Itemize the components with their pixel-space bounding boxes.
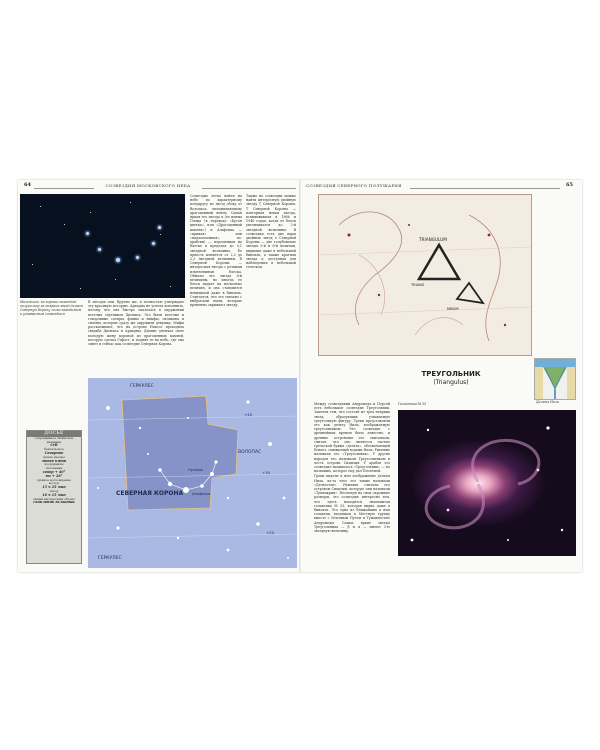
historical-chart-graphic <box>319 195 531 355</box>
star <box>64 224 65 225</box>
map-label-dec-40: +40 <box>244 412 253 417</box>
galaxy-field-star <box>561 529 563 531</box>
map-star-alphecca <box>183 487 189 493</box>
dossier-value: менее пяти <box>41 458 67 463</box>
left-text-column-1 <box>190 194 242 308</box>
map-label-dec-30: +30 <box>262 470 271 475</box>
crown-star <box>86 232 89 235</box>
map-label-hercules-top: ГЕРКУЛЕС <box>130 384 154 389</box>
map-star <box>168 482 172 486</box>
map-star <box>287 557 289 559</box>
header-rule-left-2 <box>202 188 296 189</box>
left-paragraph-2: Также на созвездии можно найти интересную двойную звезду ζ Северной Короны. Т Северной Короны — повторная новая звезда, вспыхивавшая в 1866 и 1946 годах, когда ее блеск увеличивался до 2-й звездной величины. В созвездии есть две пары двойных звезд ν Северной Короны — две голубоватые звезды 5-й и 6-й величин, видимые даже в небольшой бинокль, а также кратная звезда σ, доступная для наблюдения в небольшой телескоп. <box>246 194 296 270</box>
map-star <box>116 526 119 529</box>
mythic-figure-outline <box>469 215 500 341</box>
left-paragraph-3: В звездах они. Вручно же, я полностью утверждаю эту красивую историю. Ариадна не успела вспомнить, потому что она быстро оказалась в окружении веселых спутников Диониса. Это были веселые и говорливые сатиры, фавны и нимфы, сильваны и силены, которые сразу же окружили девушку. Мифы рассказывают, что на острове Наксос проходила свадьба Диониса и Ариадны. Дионис увенчал свою молодую жену короной из драгоценных камней, которую сделал Гефест, и поднял ее на небо, где она сияет и сейчас как созвездие Северная Корона. <box>88 300 184 347</box>
mythic-figure-outline <box>415 318 463 335</box>
crown-star <box>152 242 155 245</box>
night-sky-photo <box>20 194 185 298</box>
dossier-value: скопление галактик <box>33 500 75 505</box>
nile-delta-caption: Дельта Нила <box>536 400 559 404</box>
chart-star <box>378 294 380 296</box>
map-star <box>227 549 230 552</box>
dossier-label: координаты <box>44 462 64 467</box>
map-star <box>268 442 272 446</box>
dossier-label: заход <box>49 488 59 493</box>
map-star <box>283 497 286 500</box>
dossier-label: прямое восхождение <box>37 477 71 482</box>
map-star <box>214 460 217 463</box>
star-map <box>88 378 297 568</box>
dossier-value: 16 ч 15 мин <box>42 492 66 497</box>
nile-delta-graphic <box>535 359 575 399</box>
dossier-value: Северное <box>44 450 64 455</box>
map-star <box>227 497 229 499</box>
galaxy-m33-photo <box>398 410 576 556</box>
chart-star <box>408 224 410 226</box>
section-subtitle: (Triangulus) <box>433 379 469 386</box>
map-star <box>97 487 99 489</box>
chart-star <box>348 234 351 237</box>
mythic-figure-outline <box>339 212 402 325</box>
map-label-corona-borealis: СЕВЕРНАЯ КОРОНА <box>116 490 184 497</box>
dossier-label: яркие звезды <box>43 454 65 459</box>
star <box>170 286 171 287</box>
book-spread <box>18 180 582 572</box>
header-rule-left <box>34 188 94 189</box>
star <box>90 212 91 213</box>
galaxy-caption: Галактика M 33 <box>398 402 427 406</box>
page-number-left: 64 <box>24 182 31 188</box>
dossier-label: восход <box>48 481 60 486</box>
nile-delta-map <box>534 358 576 400</box>
galaxy-field-star <box>507 539 509 541</box>
right-paragraph-2: Греки видели в нем изображение дельты Нила, из-за чего его также называли «Дельтотон». Римляне считали его островом Сицилия, которую они называли «Тринакрия». Несмотря на свои скромные размеры, это созвездие интересно тем, что здесь находится знаменитая галактика M 33, которая видна даже в бинокль. Это одна из ближайших к нам галактик, входящая в Местную группу вместе с Млечным Путем и Туманностью Андромеды. Самые яркие звезды Треугольника — β и α — имеют 3-ю звездную величину. <box>314 474 390 534</box>
dossier-value: CrB <box>50 443 58 448</box>
sea-area <box>535 359 575 367</box>
galaxy-hii-region <box>447 509 450 512</box>
map-star <box>147 453 149 455</box>
map-label-alphecca: Альфекка <box>192 492 211 496</box>
historical-star-chart <box>318 194 532 356</box>
chart-label-minor: MINOR <box>447 307 459 311</box>
dossier-label: склонение <box>45 466 63 471</box>
galaxy-arms-graphic <box>398 410 576 556</box>
left-text-column-3 <box>88 300 184 374</box>
crown-star <box>158 226 161 229</box>
triangulum-minor-figure <box>457 283 483 303</box>
header-rule-right <box>410 188 560 189</box>
star <box>80 288 81 289</box>
photo-caption-left: Маленькое, но хорошо заметное полукольцо из неярких звезд делает Северную Корону легко находимым и узнаваемым созвездием <box>20 300 84 316</box>
galaxy-field-star <box>427 429 429 431</box>
dossier-value: юг + 26° <box>45 473 63 478</box>
desert-area <box>535 367 543 399</box>
star <box>32 264 33 265</box>
galaxy-field-star <box>411 539 414 542</box>
running-header-right: СОЗВЕЗДИЯ СЕВЕРНОГО ПОЛУШАРИЯ <box>306 183 402 188</box>
galaxy-field-star <box>546 426 549 429</box>
map-star <box>246 400 249 403</box>
galaxy-hii-region <box>537 469 540 472</box>
map-star <box>158 468 162 472</box>
map-label-hercules-bottom: ГЕРКУЛЕС <box>98 556 122 561</box>
crown-star <box>98 248 101 251</box>
chart-star <box>488 234 491 237</box>
chart-label-triangulum: TRIANGULUM <box>419 237 447 242</box>
map-star <box>210 472 214 476</box>
dossier-label: бенгальское <box>44 447 64 452</box>
delta-land <box>543 367 567 389</box>
star <box>130 202 131 203</box>
desert-area <box>567 367 575 399</box>
crown-star <box>136 256 139 259</box>
left-paragraph-1: Созвездие легко найти на небе по характерному полукругу из звезд сбоку от Волопаса, напоминающему драгоценный венец. Самая яркая его звезда α (ее имена Гемма (в переводе «Бутон цветка», или «Драгоценный камень») и Альфекка — «кривая» или «надломленная», по-арабски) — переменная на блеске в пределах до 0,1 звездной величины. Ее яркость меняется от 2,2 до 2,3 звездной величины. R Северной Короны — интересная звезда с резкими изменениями блеска. Обычно это звезда 6-й величины, но иногда ее блеск падает на несколько величин, и она становится невидимой даже в бинокль. Считается, что это связано с выбросами пыли, которые временно скрывают звезду. <box>190 194 242 308</box>
dossier-label: самый интересный объект <box>32 496 76 501</box>
dossier-box <box>26 430 82 564</box>
map-star <box>256 522 260 526</box>
mythic-figure-outline <box>359 255 385 315</box>
right-paragraph-1: Между созвездиями Андромеда и Персей есть небольшое созвездие Треугольник. Заметен тем, что состоит из трех неярких звезд, образующих узнаваемую треугольную фигуру. Греки представляли его как дельту Нила, изображаемую треугольником. Это созвездие с древнейших времен было известно, и древние астрономы его описывали, считая, что оно является частью греческой буквы «дельта», обозначающей Египет, омываемый водами Нила. Римляне называли его «Треугольник». У других народов его называли Треугольником в честь острова Сицилия. У арабов это созвездие называлось «Треугольник» — по названию, которое ему дал Птолемей. <box>314 402 390 474</box>
dossier-label: сокращенное латинское название <box>34 435 74 444</box>
right-text-column-1 <box>314 402 390 572</box>
map-star <box>106 406 110 410</box>
map-star <box>200 484 204 488</box>
map-label-dec-20: +20 <box>266 530 275 535</box>
chart-star <box>504 324 506 326</box>
dossier-title: ДОСЬЕ <box>27 431 81 437</box>
map-star <box>177 537 179 539</box>
spiral-arm <box>473 440 539 484</box>
section-title: ТРЕУГОЛЬНИК <box>421 370 481 378</box>
map-star <box>139 427 141 429</box>
star <box>160 234 161 235</box>
page-number-right: 65 <box>566 182 573 188</box>
chart-label-triang: TRIANG <box>411 283 425 287</box>
dossier-value: 15 ч 25 мин <box>42 485 66 490</box>
left-text-column-2 <box>246 194 296 271</box>
star <box>40 206 41 207</box>
chart-grid-line <box>319 307 531 315</box>
spiral-arm <box>426 484 483 528</box>
page-gutter <box>299 180 301 572</box>
map-star <box>187 417 189 419</box>
map-label-bootes: ВОЛОПАС <box>238 450 262 455</box>
dossier-value: север + 40° <box>42 469 66 474</box>
star <box>115 279 116 280</box>
running-header-left: СОЗВЕЗДИЯ МОСКОВСКОГО НЕБА <box>105 183 191 188</box>
crown-star <box>116 258 120 262</box>
map-label-nusakan: Нусакан <box>188 468 204 472</box>
